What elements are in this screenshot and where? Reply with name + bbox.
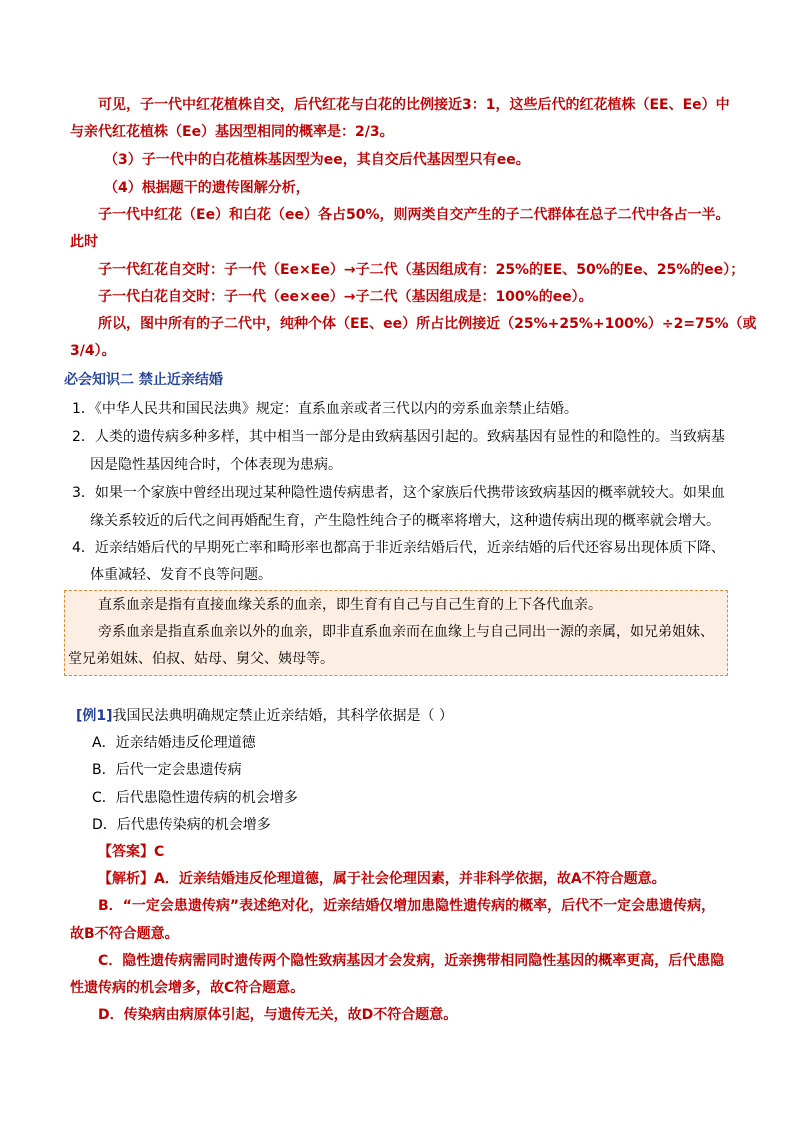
note-line: 直系血亲是指有直接血缘关系的血亲，即生育有自己与自己生育的上下各代血亲。 [98, 597, 602, 613]
knowledge-item: 3．如果一个家族中曾经出现过某种隐性遗传病患者，这个家族后代携带该致病基因的概率就较大。如果血 [72, 485, 725, 501]
analysis-line: （4）根据题干的遗传图解分析， [104, 180, 310, 196]
analysis-line: 3/4）。 [70, 343, 116, 359]
explanation-line: 性遗传病的机会增多，故C符合题意。 [70, 980, 305, 996]
section-title: 必会知识二 禁止近亲结婚 [64, 372, 223, 388]
example-question-text: 我国民法典明确规定禁止近亲结婚，其科学依据是（ ） [112, 708, 453, 724]
knowledge-item: 2．人类的遗传病多种多样，其中相当一部分是由致病基因引起的。致病基因有显性的和隐性的。当致病基 [72, 429, 725, 445]
answer: 【答案】C [98, 844, 165, 860]
knowledge-item: 因是隐性基因纯合时，个体表现为患病。 [90, 457, 342, 473]
analysis-line: 子一代白花自交时：子一代（ee×ee）→子二代（基因组成是：100%的ee）。 [98, 289, 593, 305]
note-line: 堂兄弟姐妹、伯叔、姑母、舅父、姨母等。 [68, 651, 334, 667]
option-d: D．后代患传染病的机会增多 [92, 817, 271, 833]
explanation-line: 【解析】A．近亲结婚违反伦理道德，属于社会伦理因素，并非科学依据，故A不符合题意。 [98, 871, 666, 887]
analysis-line: 与亲代红花植株（Ee）基因型相同的概率是：2/3。 [70, 124, 394, 140]
knowledge-item: 缘关系较近的后代之间再婚配生育，产生隐性纯合子的概率将增大，这种遗传病出现的概率就会增大。 [90, 513, 720, 529]
analysis-line: （3）子一代中的白花植株基因型为ee，其自交后代基因型只有ee。 [104, 152, 530, 168]
knowledge-item: 体重减轻、发育不良等问题。 [90, 567, 272, 583]
explanation-line: C．隐性遗传病需同时遗传两个隐性致病基因才会发病，近亲携带相同隐性基因的概率更高，后代患隐 [98, 953, 725, 969]
example-tag: [例1] [76, 708, 113, 724]
analysis-line: 所以，图中所有的子二代中，纯种个体（EE、ee）所占比例接近（25%+25%+100%）÷2=75%（或 [98, 316, 757, 332]
explanation-line: D．传染病由病原体引起，与遗传无关，故D不符合题意。 [98, 1007, 458, 1023]
option-a: A．近亲结婚违反伦理道德 [92, 735, 256, 751]
example-question [76, 706, 453, 726]
explanation-line: B．“一定会患遗传病”表述绝对化，近亲结婚仅增加患隐性遗传病的概率，后代不一定会患遗传病， [98, 898, 716, 914]
option-b: B．后代一定会患遗传病 [92, 762, 242, 778]
analysis-line: 可见，子一代中红花植株自交，后代红花与白花的比例接近3：1，这些后代的红花植株（EE、Ee）中 [98, 97, 730, 113]
analysis-line: 此时 [70, 234, 98, 250]
option-c: C．后代患隐性遗传病的机会增多 [92, 790, 298, 806]
knowledge-item: 4．近亲结婚后代的早期死亡率和畸形率也都高于非近亲结婚后代，近亲结婚的后代还容易出现体质下降、 [72, 540, 725, 556]
analysis-line: 子一代中红花（Ee）和白花（ee）各占50%，则两类自交产生的子二代群体在总子二代中各占一半。 [98, 207, 730, 223]
knowledge-item: 1．《中华人民共和国民法典》规定：直系血亲或者三代以内的旁系血亲禁止结婚。 [72, 401, 578, 417]
note-line: 旁系血亲是指直系血亲以外的血亲，即非直系血亲而在血缘上与自己同出一源的亲属，如兄弟姐妹、 [98, 624, 714, 640]
analysis-line: 子一代红花自交时：子一代（Ee×Ee）→子二代（基因组成有：25%的EE、50%的Ee、25%的ee）； [98, 262, 745, 278]
explanation-line: 故B不符合题意。 [70, 926, 179, 942]
